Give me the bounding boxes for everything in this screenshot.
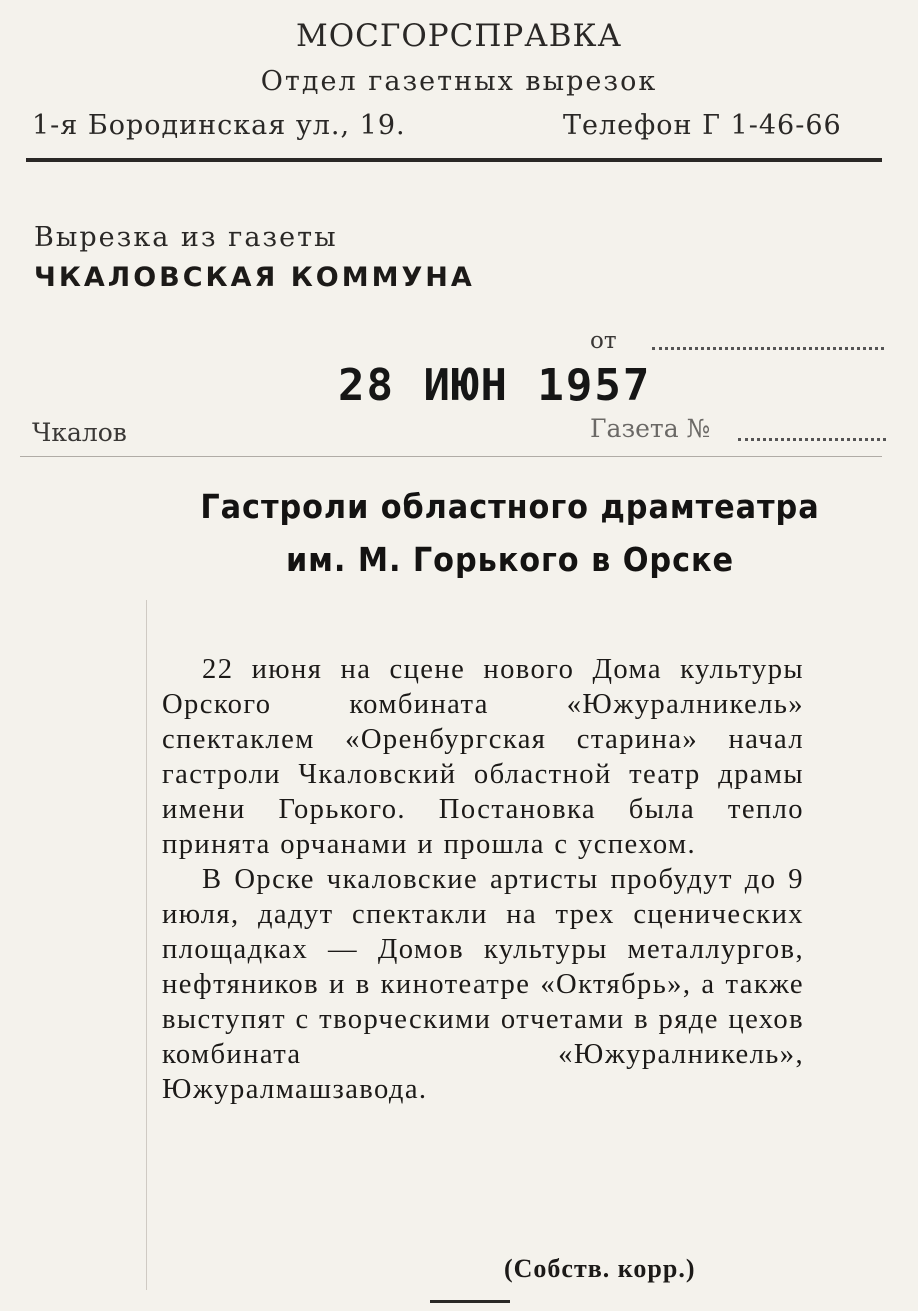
date-dotted-line <box>652 333 884 350</box>
article-paragraph-2: В Орске чкаловские артисты пробудут до 9 июля, дадут спектакли на трех сценических площадках — Домов культуры металлургов, нефтяников и в кинотеатре «Октябрь», а также выступят с творческими отчетами в ряде цехов комбината «Южуралникель», Южуралмашзавода. <box>162 864 804 1105</box>
city-label: Чкалов <box>32 418 127 447</box>
agency-name: МОСГОРСПРАВКА <box>295 18 622 54</box>
article-paragraph-1: 22 июня на сцене нового Дома культуры Орского комбината «Южуралникель» спектаклем «Оренбургская старина» начал гастроли Чкаловский областной театр драмы имени Горького. Постановка была тепло принята орчанами и прошла с успехом. <box>162 654 804 860</box>
article-title: Гастроли областного драмтеатра им. М. Горького в Орске <box>200 487 820 579</box>
bottom-divider <box>430 1300 510 1303</box>
column-edge <box>146 600 147 1290</box>
header-divider <box>26 158 882 162</box>
newspaper-name: ЧКАЛОВСКАЯ КОММУНА <box>34 262 475 293</box>
date-prefix-label: от <box>590 328 617 354</box>
meta-divider <box>20 456 882 457</box>
date-stamp: 28 ИЮН 1957 <box>338 360 652 411</box>
agency-address: 1-я Бородинская ул., 19. <box>32 110 406 141</box>
gazette-number-dotted-line <box>738 424 886 441</box>
gazette-number-label: Газета № <box>590 414 711 443</box>
department-name: Отдел газетных вырезок <box>260 66 658 97</box>
clipping-from-label: Вырезка из газеты <box>34 222 338 253</box>
article-signature: (Собств. корр.) <box>504 1254 696 1283</box>
agency-phone: Телефон Г 1-46-66 <box>563 110 842 141</box>
article-body <box>162 652 804 1107</box>
